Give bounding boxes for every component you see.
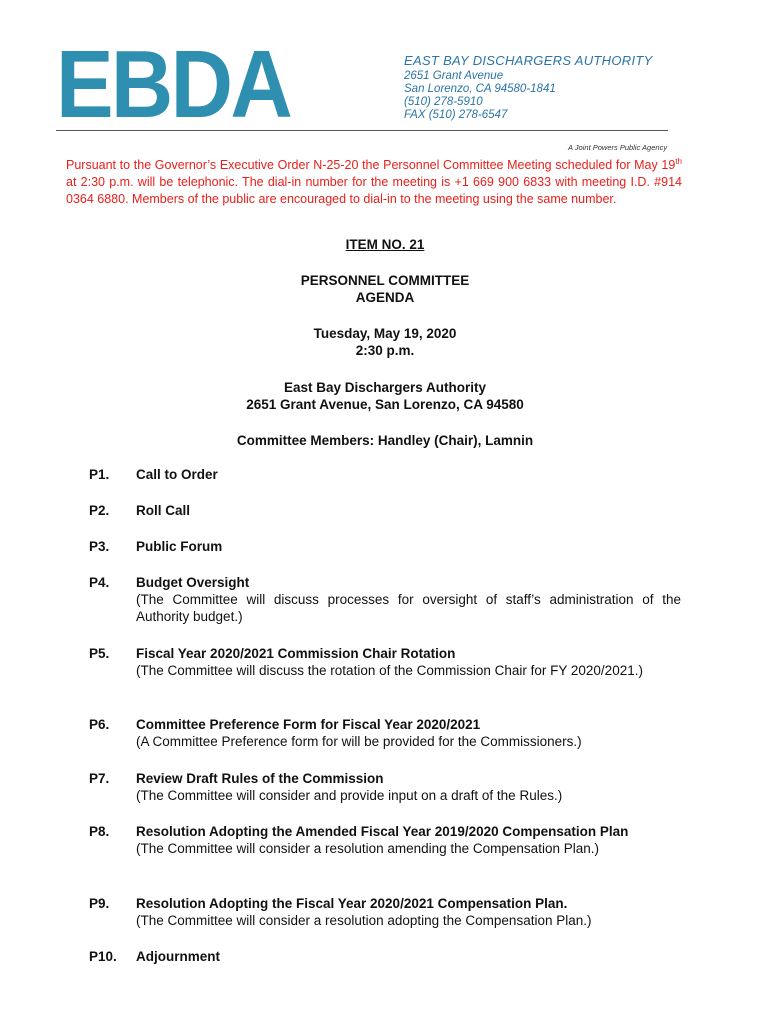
committee-title: PERSONNEL COMMITTEE xyxy=(300,273,470,288)
agenda-item-p7 xyxy=(89,770,681,804)
item-number: P7. xyxy=(89,771,110,786)
header-divider xyxy=(56,130,668,131)
item-description: (The Committee will consider a resolution amending the Compensation Plan.) xyxy=(136,841,599,856)
item-description: (A Committee Preference form for will be provided for the Commissioners.) xyxy=(136,734,582,749)
item-description: (The Committee will consider a resolution adopting the Compensation Plan.) xyxy=(136,913,592,928)
org-tagline: A Joint Powers Public Agency xyxy=(568,143,668,152)
item-number: P9. xyxy=(89,896,110,911)
agenda-item-p9 xyxy=(89,895,681,929)
item-title: Budget Oversight xyxy=(136,575,250,590)
notice-text: Pursuant to the Governor’s Executive Order N-25-20 the Personnel Committee Meeting scheduled for May 19 xyxy=(66,158,676,172)
meeting-org: East Bay Dischargers Authority xyxy=(283,380,487,395)
item-title: Roll Call xyxy=(136,503,191,518)
item-number: P5. xyxy=(89,646,110,661)
meeting-date: Tuesday, May 19, 2020 xyxy=(313,326,457,341)
item-number: P2. xyxy=(89,503,110,518)
agenda-item-p3 xyxy=(89,538,681,555)
item-description: (The Committee will discuss processes for oversight of staff’s administration of the Authority budget.) xyxy=(136,592,681,624)
org-address-block xyxy=(404,54,653,122)
item-number: P10. xyxy=(89,949,117,964)
address-line: San Lorenzo, CA 94580-1841 xyxy=(404,83,556,95)
item-number: P6. xyxy=(89,717,110,732)
item-number: P3. xyxy=(89,539,110,554)
agenda-item-p2 xyxy=(89,502,681,519)
item-description: (The Committee will consider and provide input on a draft of the Rules.) xyxy=(136,788,563,803)
meeting-address: 2651 Grant Avenue, San Lorenzo, CA 94580 xyxy=(246,397,524,412)
item-title: Fiscal Year 2020/2021 Commission Chair Rotation xyxy=(136,646,456,661)
item-number: P1. xyxy=(89,467,110,482)
item-description: (The Committee will discuss the rotation of the Commission Chair for FY 2020/2021.) xyxy=(136,663,643,678)
item-title: Call to Order xyxy=(136,467,218,482)
address-line: 2651 Grant Avenue xyxy=(404,70,504,82)
phone-line: (510) 278-5910 xyxy=(404,96,483,108)
notice-text-cont: at 2:30 p.m. will be telephonic. The dial-in number for the meeting is +1 669 900 6833 with meeting I.D. #914 0364 6880. Members of the public are encouraged to dial-in to the meeting using the same number. xyxy=(66,175,682,206)
agenda-item-p4 xyxy=(89,574,681,625)
notice-superscript: th xyxy=(675,156,682,166)
agenda-item-p8 xyxy=(89,823,681,857)
item-title: Review Draft Rules of the Commission xyxy=(136,771,384,786)
item-title: Adjournment xyxy=(136,949,220,964)
fax-line: FAX (510) 278-6547 xyxy=(404,109,508,121)
agenda-item-p1 xyxy=(89,466,681,483)
agenda-item-p6 xyxy=(89,716,681,750)
item-title: Committee Preference Form for Fiscal Year 2020/2021 xyxy=(136,717,481,732)
agenda-item-p5 xyxy=(89,645,681,679)
item-number: P8. xyxy=(89,824,110,839)
item-number: P4. xyxy=(89,575,110,590)
agenda-item-p10 xyxy=(89,948,681,965)
item-title: Resolution Adopting the Fiscal Year 2020/2021 Compensation Plan. xyxy=(136,896,568,911)
item-title: Resolution Adopting the Amended Fiscal Year 2019/2020 Compensation Plan xyxy=(136,824,629,839)
telephonic-meeting-notice xyxy=(66,157,682,208)
ebda-logo: EBDA xyxy=(56,31,291,138)
agenda-title: AGENDA xyxy=(355,290,415,305)
meeting-time: 2:30 p.m. xyxy=(355,343,415,358)
item-title: Public Forum xyxy=(136,539,223,554)
org-name: EAST BAY DISCHARGERS AUTHORITY xyxy=(404,53,653,68)
item-number: ITEM NO. 21 xyxy=(345,237,425,252)
committee-members: Committee Members: Handley (Chair), Lamnin xyxy=(236,433,534,448)
